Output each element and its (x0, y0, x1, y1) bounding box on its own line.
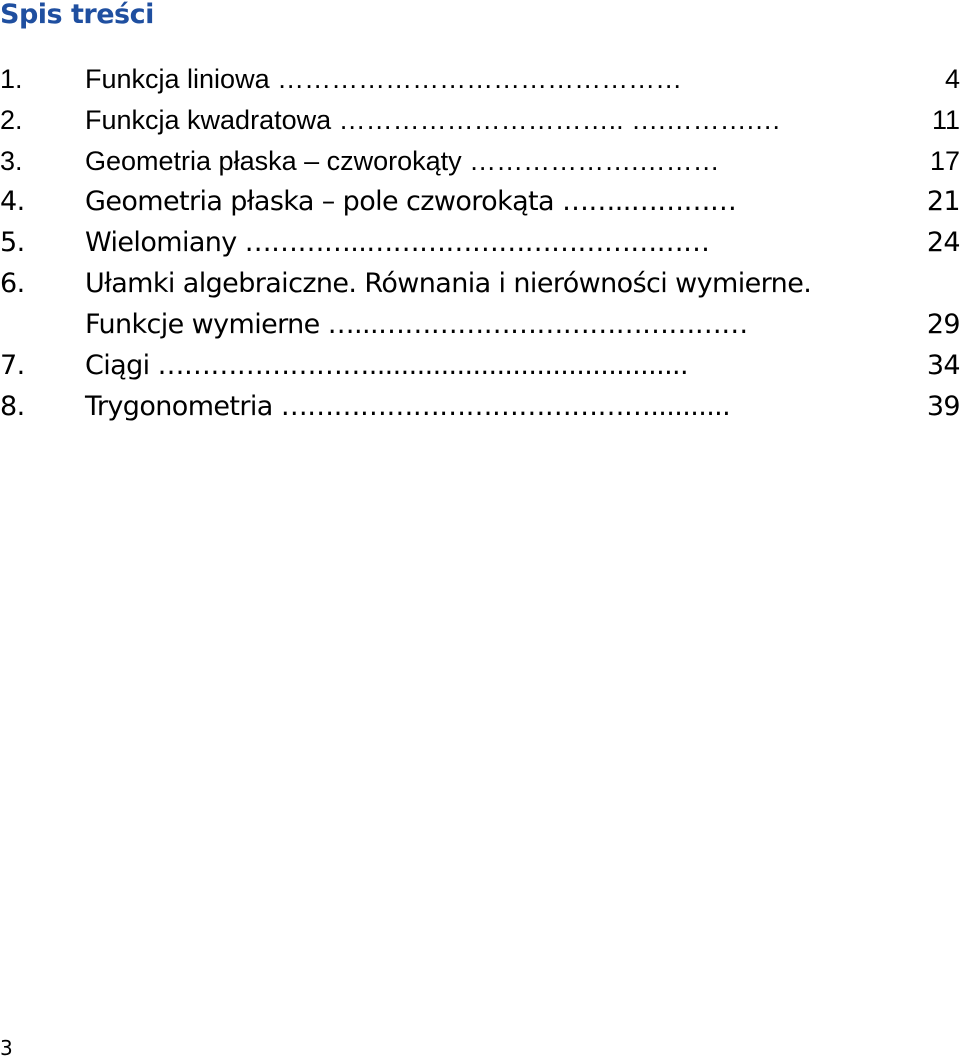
toc-entry-1[interactable] (0, 60, 960, 101)
toc-entry-6-continued[interactable] (0, 306, 960, 347)
toc-entry-page: 29 (926, 309, 960, 340)
toc-entry-number: 4. (0, 186, 25, 217)
toc-entry-title: Trygonometria …………………………………….......... (85, 391, 731, 422)
toc-entry-page: 24 (926, 227, 960, 258)
toc-list (0, 60, 960, 429)
toc-entry-number: 2. (0, 105, 23, 135)
toc-entry-page: 4 (944, 64, 960, 94)
toc-heading: Spis treści (0, 0, 154, 30)
toc-entry-4[interactable] (0, 183, 960, 224)
toc-entry-5[interactable] (0, 224, 960, 265)
toc-entry-number: 3. (0, 146, 23, 176)
toc-entry-page: 34 (926, 350, 960, 381)
toc-entry-number: 6. (0, 268, 25, 299)
toc-entry-number: 8. (0, 391, 25, 422)
toc-entry-2[interactable] (0, 101, 960, 142)
toc-entry-page: 39 (926, 391, 960, 422)
toc-entry-number: 5. (0, 227, 25, 258)
toc-entry-title: Wielomiany …………..………………………………… (85, 227, 710, 258)
toc-entry-title: Ciągi ……………………........................................ (85, 350, 689, 381)
toc-entry-page: 21 (926, 186, 960, 217)
toc-entry-title: Funkcja liniowa ……………………………………… (85, 64, 683, 94)
toc-entry-page: 11 (931, 105, 960, 135)
toc-entry-number: 1. (0, 64, 23, 94)
toc-entry-7[interactable] (0, 347, 960, 388)
footer-page-number: 3 (0, 1036, 13, 1060)
toc-entry-number: 7. (0, 350, 25, 381)
toc-entry-6[interactable] (0, 265, 960, 306)
toc-entry-3[interactable] (0, 142, 960, 183)
toc-entry-8[interactable] (0, 388, 960, 429)
toc-entry-page: 17 (929, 146, 960, 176)
toc-entry-title: Funkcje wymierne …...…………………………………… (85, 309, 748, 340)
toc-entry-title: Ułamki algebraiczne. Równania i nierówności wymierne. (85, 268, 812, 299)
toc-entry-title: Geometria płaska – pole czworokąta ……..………… (85, 186, 737, 217)
toc-entry-title: Funkcja kwadratowa ………………………….. ….……….… (85, 105, 782, 135)
toc-entry-title: Geometria płaska – czworokąty ……………….……… (85, 146, 720, 176)
